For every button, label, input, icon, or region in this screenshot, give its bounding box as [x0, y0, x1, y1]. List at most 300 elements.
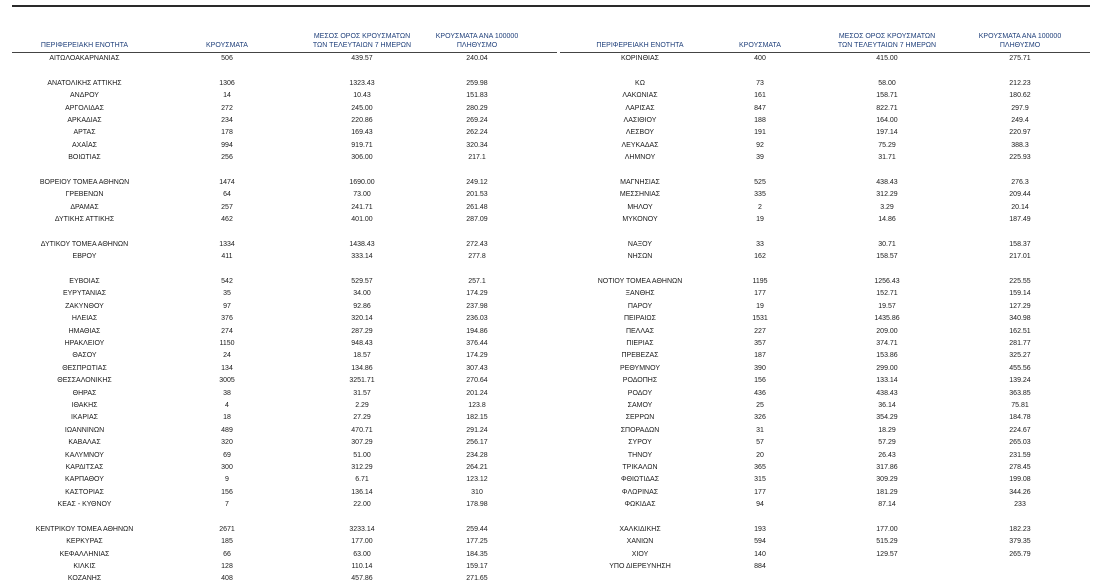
region-cell: ΔΥΤΙΚΗΣ ΑΤΤΙΚΗΣ [54, 216, 115, 224]
cases-cell: 1334 [219, 240, 235, 248]
table-row [12, 363, 557, 375]
table-row [12, 487, 557, 499]
per100k-cell: 291.24 [466, 426, 488, 434]
avg7-cell: 1323.43 [349, 79, 375, 87]
header-per100k: ΚΡΟΥΣΜΑΤΑ ΑΝΑ 100000 ΠΛΗΘΥΣΜΟ [978, 33, 1062, 49]
cases-cell: 24 [223, 352, 231, 360]
avg7-cell: 197.14 [876, 129, 898, 137]
region-cell: ΛΕΣΒΟΥ [625, 129, 655, 137]
avg7-cell: 57.29 [878, 439, 896, 447]
cases-cell: 94 [756, 501, 764, 509]
table-row [560, 487, 1090, 499]
cases-cell: 3005 [219, 377, 235, 385]
avg7-cell: 164.00 [876, 116, 898, 124]
cases-cell: 161 [754, 92, 766, 100]
table-row [12, 239, 557, 251]
cases-cell: 156 [221, 488, 233, 496]
cases-cell: 134 [221, 364, 233, 372]
region-cell: ΣΠΟΡΑΔΩΝ [620, 426, 660, 434]
per100k-cell: 265.03 [1009, 439, 1031, 447]
table-row [560, 288, 1090, 300]
avg7-cell: 1256.43 [874, 278, 900, 286]
per100k-cell: 177.25 [466, 538, 488, 546]
table-row [560, 561, 1090, 573]
table-row [12, 450, 557, 462]
cases-cell: 326 [754, 414, 766, 422]
region-cell: ΠΙΕΡΙΑΣ [626, 339, 654, 347]
top-rule [12, 5, 1090, 7]
table-row [560, 103, 1090, 115]
region-cell: ΗΜΑΘΙΑΣ [68, 327, 101, 335]
header-per100k: ΚΡΟΥΣΜΑΤΑ ΑΝΑ 100000 ΠΛΗΘΥΣΜΟ [435, 33, 519, 49]
cases-cell: 300 [221, 463, 233, 471]
per100k-cell: 249.4 [1011, 116, 1029, 124]
avg7-cell: 3233.14 [349, 525, 375, 533]
region-cell: ΚΑΡΔΙΤΣΑΣ [65, 463, 104, 471]
cases-cell: 489 [221, 426, 233, 434]
region-cell: ΒΟΡΕΙΟΥ ΤΟΜΕΑ ΑΘΗΝΩΝ [39, 178, 130, 186]
table-row [12, 499, 557, 511]
cases-cell: 19 [756, 216, 764, 224]
per100k-cell: 310 [471, 488, 483, 496]
region-cell: ΝΗΣΩΝ [627, 253, 653, 261]
per100k-cell: 376.44 [466, 339, 488, 347]
per100k-cell: 344.26 [1009, 488, 1031, 496]
table-row [12, 412, 557, 424]
spacer-row [560, 511, 1090, 523]
per100k-cell: 276.3 [1011, 178, 1029, 186]
avg7-cell: 92.86 [353, 302, 371, 310]
per100k-cell: 455.56 [1009, 364, 1031, 372]
region-cell: ΝΑΞΟΥ [627, 240, 653, 248]
avg7-cell: 245.00 [351, 104, 373, 112]
region-cell: ΚΟΖΑΝΗΣ [67, 575, 102, 583]
avg7-cell: 438.43 [876, 178, 898, 186]
avg7-cell: 133.14 [876, 377, 898, 385]
cases-cell: 525 [754, 178, 766, 186]
per100k-cell: 180.62 [1009, 92, 1031, 100]
per100k-cell: 201.53 [466, 191, 488, 199]
table-row [12, 53, 557, 65]
region-cell: ΘΕΣΣΑΛΟΝΙΚΗΣ [57, 377, 112, 385]
avg7-cell: 312.29 [351, 463, 373, 471]
region-cell: ΚΩ [635, 79, 645, 87]
table-row [12, 375, 557, 387]
avg7-cell: 110.14 [351, 563, 373, 571]
table-row [12, 573, 557, 585]
region-cell: ΣΥΡΟΥ [628, 439, 652, 447]
region-cell: ΑΧΑΪΑΣ [72, 141, 97, 149]
per100k-cell: 139.24 [1009, 377, 1031, 385]
header-region: ΠΕΡΙΦΕΡΕΙΑΚΗ ΕΝΟΤΗΤΑ [40, 42, 129, 49]
table-row [560, 462, 1090, 474]
table-row [560, 90, 1090, 102]
table-row [560, 524, 1090, 536]
avg7-cell: 1690.00 [349, 178, 375, 186]
table-row [12, 202, 557, 214]
per100k-cell: 184.35 [466, 550, 488, 558]
per100k-cell: 270.64 [466, 377, 488, 385]
cases-cell: 1474 [219, 178, 235, 186]
region-cell: ΡΟΔΟΠΗΣ [622, 377, 658, 385]
cases-cell: 411 [221, 253, 233, 261]
avg7-cell: 3251.71 [349, 377, 375, 385]
table-row [12, 536, 557, 548]
per100k-cell: 264.21 [466, 463, 488, 471]
cases-cell: 162 [754, 253, 766, 261]
cases-cell: 69 [223, 451, 231, 459]
avg7-cell: 529.57 [351, 278, 373, 286]
cases-cell: 400 [754, 55, 766, 62]
per100k-cell: 256.17 [466, 439, 488, 447]
table-row [560, 239, 1090, 251]
cases-cell: 4 [225, 401, 229, 409]
avg7-cell: 18.57 [353, 352, 371, 360]
region-cell: ΣΕΡΡΩΝ [625, 414, 655, 422]
header-avg7: ΜΕΣΟΣ ΟΡΟΣ ΚΡΟΥΣΜΑΤΩΝ ΤΩΝ ΤΕΛΕΥΤΑΙΩΝ 7 ΗΜΕΡΩΝ [312, 33, 412, 49]
cases-cell: 594 [754, 538, 766, 546]
cases-cell: 365 [754, 463, 766, 471]
per100k-cell: 277.8 [468, 253, 486, 261]
table-row [560, 425, 1090, 437]
per100k-cell: 212.23 [1009, 79, 1031, 87]
avg7-cell: 34.00 [353, 290, 371, 298]
avg7-cell: 220.86 [351, 116, 373, 124]
region-cell: ΜΕΣΣΗΝΙΑΣ [619, 191, 661, 199]
avg7-cell: 1435.86 [874, 315, 900, 323]
per100k-cell: 178.98 [466, 501, 488, 509]
region-cell: ΑΡΚΑΔΙΑΣ [67, 116, 102, 124]
avg7-cell: 374.71 [876, 339, 898, 347]
table-left [12, 30, 557, 586]
avg7-cell: 19.57 [878, 302, 896, 310]
per100k-cell: 224.67 [1009, 426, 1031, 434]
avg7-cell: 241.71 [351, 203, 373, 211]
spacer-row [560, 226, 1090, 238]
region-cell: ΞΑΝΘΗΣ [625, 290, 655, 298]
avg7-cell: 354.29 [876, 414, 898, 422]
table-row [12, 549, 557, 561]
avg7-cell: 18.29 [878, 426, 896, 434]
table-row [12, 78, 557, 90]
cases-cell: 1195 [752, 278, 768, 286]
region-cell: ΗΛΕΙΑΣ [71, 315, 98, 323]
region-cell: ΚΑΡΠΑΘΟΥ [65, 476, 104, 484]
table-row [560, 251, 1090, 263]
cases-cell: 462 [221, 216, 233, 224]
table-row [560, 326, 1090, 338]
per100k-cell: 174.29 [466, 352, 488, 360]
per100k-cell: 363.85 [1009, 389, 1031, 397]
header-cases: ΚΡΟΥΣΜΑΤΑ [206, 42, 248, 49]
region-cell: ΔΡΑΜΑΣ [70, 203, 99, 211]
cases-cell: 1150 [219, 339, 235, 347]
per100k-cell: 182.15 [466, 414, 488, 422]
avg7-cell: 27.29 [353, 414, 371, 422]
cases-cell: 73 [756, 79, 764, 87]
per100k-cell: 262.24 [466, 129, 488, 137]
region-cell: ΚΕΡΚΥΡΑΣ [66, 538, 103, 546]
per100k-cell: 209.44 [1009, 191, 1031, 199]
avg7-cell: 415.00 [876, 55, 898, 62]
region-cell: ΜΗΛΟΥ [627, 203, 653, 211]
per100k-cell: 340.98 [1009, 315, 1031, 323]
per100k-cell: 287.09 [466, 216, 488, 224]
per100k-cell: 236.03 [466, 315, 488, 323]
table-row [12, 140, 557, 152]
per100k-cell: 272.43 [466, 240, 488, 248]
table-row [12, 152, 557, 164]
region-cell: ΛΕΥΚΑΔΑΣ [621, 141, 659, 149]
table-row [560, 313, 1090, 325]
cases-cell: 64 [223, 191, 231, 199]
table-row [560, 202, 1090, 214]
table-row [12, 313, 557, 325]
per100k-cell: 320.34 [466, 141, 488, 149]
avg7-cell: 2.29 [355, 401, 369, 409]
table-row [12, 350, 557, 362]
table-row [12, 288, 557, 300]
table-row [560, 388, 1090, 400]
region-cell: ΑΝΔΡΟΥ [70, 92, 99, 100]
region-cell: ΡΕΘΥΜΝΟΥ [619, 364, 660, 372]
avg7-cell: 181.29 [876, 488, 898, 496]
cases-cell: 19 [756, 302, 764, 310]
per100k-cell: 220.97 [1009, 129, 1031, 137]
region-cell: ΤΡΙΚΑΛΩΝ [622, 463, 658, 471]
cases-cell: 1531 [752, 315, 768, 323]
spacer-row [12, 511, 557, 523]
per100k-cell: 194.86 [466, 327, 488, 335]
cases-cell: 357 [754, 339, 766, 347]
per100k-cell: 127.29 [1009, 302, 1031, 310]
cases-cell: 128 [221, 563, 233, 571]
table-right [560, 30, 1090, 573]
avg7-cell: 3.29 [880, 203, 894, 211]
cases-cell: 97 [223, 302, 231, 310]
table-row [12, 251, 557, 263]
region-cell: ΖΑΚΥΝΘΟΥ [65, 302, 104, 310]
avg7-cell: 919.71 [351, 141, 373, 149]
avg7-cell: 312.29 [876, 191, 898, 199]
table-row [12, 326, 557, 338]
cases-cell: 177 [754, 488, 766, 496]
table-row [12, 400, 557, 412]
cases-cell: 376 [221, 315, 233, 323]
per100k-cell: 159.17 [466, 563, 488, 571]
per100k-cell: 388.3 [1011, 141, 1029, 149]
table-row [12, 103, 557, 115]
per100k-cell: 237.98 [466, 302, 488, 310]
table-row [12, 90, 557, 102]
avg7-cell: 438.43 [876, 389, 898, 397]
cases-cell: 193 [754, 525, 766, 533]
per100k-cell: 75.81 [1011, 401, 1029, 409]
region-cell: ΘΑΣΟΥ [72, 352, 97, 360]
region-cell: ΘΕΣΠΡΩΤΙΑΣ [62, 364, 107, 372]
avg7-cell: 31.71 [878, 154, 896, 162]
avg7-cell: 153.86 [876, 352, 898, 360]
region-cell: ΜΥΚΟΝΟΥ [622, 216, 658, 224]
table-row [12, 524, 557, 536]
avg7-cell: 158.71 [876, 92, 898, 100]
region-cell: ΚΑΛΥΜΝΟΥ [65, 451, 104, 459]
avg7-cell: 309.29 [876, 476, 898, 484]
region-cell: ΙΚΑΡΙΑΣ [71, 414, 98, 422]
cases-cell: 1306 [219, 79, 235, 87]
cases-cell: 408 [221, 575, 233, 583]
per100k-cell: 217.01 [1009, 253, 1031, 261]
avg7-cell: 209.00 [876, 327, 898, 335]
avg7-cell: 22.00 [353, 501, 371, 509]
per100k-cell: 233 [1014, 501, 1026, 509]
table-row [12, 276, 557, 288]
table-row [560, 338, 1090, 350]
table-row [12, 561, 557, 573]
table-row [560, 152, 1090, 164]
region-cell: ΛΑΚΩΝΙΑΣ [622, 92, 658, 100]
per100k-cell: 281.77 [1009, 339, 1031, 347]
per100k-cell: 379.35 [1009, 538, 1031, 546]
avg7-cell: 51.00 [353, 451, 371, 459]
region-cell: ΙΩΑΝΝΙΝΩΝ [64, 426, 105, 434]
per100k-cell: 217.1 [468, 154, 486, 162]
cases-cell: 31 [756, 426, 764, 434]
cases-cell: 506 [221, 55, 233, 62]
per100k-cell: 201.24 [466, 389, 488, 397]
cases-cell: 315 [754, 476, 766, 484]
region-cell: ΑΡΓΟΛΙΔΑΣ [65, 104, 104, 112]
region-cell: ΧΑΝΙΩΝ [626, 538, 654, 546]
avg7-cell: 6.71 [355, 476, 369, 484]
region-cell: ΣΑΜΟΥ [627, 401, 653, 409]
avg7-cell: 822.71 [876, 104, 898, 112]
cases-cell: 177 [754, 290, 766, 298]
cases-cell: 9 [225, 476, 229, 484]
cases-cell: 35 [223, 290, 231, 298]
cases-cell: 335 [754, 191, 766, 199]
cases-cell: 390 [754, 364, 766, 372]
avg7-cell: 26.43 [878, 451, 896, 459]
region-cell: ΚΙΛΚΙΣ [73, 563, 96, 571]
table-body [560, 53, 1090, 573]
cases-cell: 92 [756, 141, 764, 149]
table-row [560, 115, 1090, 127]
region-cell: ΜΑΓΝΗΣΙΑΣ [620, 178, 660, 186]
per100k-cell: 234.28 [466, 451, 488, 459]
per100k-cell: 265.79 [1009, 550, 1031, 558]
per100k-cell: 225.93 [1009, 154, 1031, 162]
avg7-cell: 129.57 [876, 550, 898, 558]
avg7-cell: 31.57 [353, 389, 371, 397]
table-row [12, 214, 557, 226]
region-cell: ΙΘΑΚΗΣ [71, 401, 98, 409]
cases-cell: 14 [223, 92, 231, 100]
region-cell: ΝΟΤΙΟΥ ΤΟΜΕΑ ΑΘΗΝΩΝ [597, 278, 683, 286]
region-cell: ΚΕΦΑΛΛΗΝΙΑΣ [59, 550, 110, 558]
per100k-cell: 259.98 [466, 79, 488, 87]
cases-cell: 191 [754, 129, 766, 137]
region-cell: ΕΥΡΥΤΑΝΙΑΣ [62, 290, 107, 298]
avg7-cell: 307.29 [351, 439, 373, 447]
avg7-cell: 134.86 [351, 364, 373, 372]
region-cell: ΦΩΚΙΔΑΣ [624, 501, 656, 509]
avg7-cell: 152.71 [876, 290, 898, 298]
table-row [12, 437, 557, 449]
table-row [12, 189, 557, 201]
spacer-row [12, 264, 557, 276]
avg7-cell: 439.57 [351, 55, 373, 62]
header-cases: ΚΡΟΥΣΜΑΤΑ [739, 42, 781, 49]
per100k-cell: 159.14 [1009, 290, 1031, 298]
avg7-cell: 306.00 [351, 154, 373, 162]
per100k-cell: 162.51 [1009, 327, 1031, 335]
region-cell: ΑΡΤΑΣ [73, 129, 96, 137]
per100k-cell: 231.59 [1009, 451, 1031, 459]
per100k-cell: 297.9 [1011, 104, 1029, 112]
table-row [560, 549, 1090, 561]
avg7-cell: 287.29 [351, 327, 373, 335]
region-cell: ΗΡΑΚΛΕΙΟΥ [64, 339, 105, 347]
region-cell: ΑΙΤΩΛΟΑΚΑΡΝΑΝΙΑΣ [49, 55, 120, 62]
region-cell: ΦΛΩΡΙΝΑΣ [621, 488, 659, 496]
table-row [560, 412, 1090, 424]
table-row [560, 177, 1090, 189]
spacer-row [560, 65, 1090, 77]
cases-cell: 256 [221, 154, 233, 162]
per100k-cell: 307.43 [466, 364, 488, 372]
table-row [12, 127, 557, 139]
table-row [560, 437, 1090, 449]
avg7-cell: 299.00 [876, 364, 898, 372]
region-cell: ΛΗΜΝΟΥ [624, 154, 656, 162]
cases-cell: 20 [756, 451, 764, 459]
table-row [560, 499, 1090, 511]
table-row [12, 115, 557, 127]
per100k-cell: 182.23 [1009, 525, 1031, 533]
region-cell: ΑΝΑΤΟΛΙΚΗΣ ΑΤΤΙΚΗΣ [47, 79, 122, 87]
cases-cell: 66 [223, 550, 231, 558]
region-cell: ΘΗΡΑΣ [72, 389, 97, 397]
avg7-cell: 63.00 [353, 550, 371, 558]
cases-cell: 994 [221, 141, 233, 149]
table-row [560, 450, 1090, 462]
table-row [12, 474, 557, 486]
avg7-cell: 87.14 [878, 501, 896, 509]
region-cell: ΛΑΣΙΘΙΟΥ [623, 116, 657, 124]
region-cell: ΔΥΤΙΚΟΥ ΤΟΜΕΑ ΑΘΗΝΩΝ [40, 240, 129, 248]
cases-cell: 25 [756, 401, 764, 409]
spacer-row [12, 226, 557, 238]
avg7-cell: 948.43 [351, 339, 373, 347]
per100k-cell: 269.24 [466, 116, 488, 124]
table-row [560, 127, 1090, 139]
cases-cell: 884 [754, 563, 766, 571]
table-row [560, 276, 1090, 288]
table-row [560, 189, 1090, 201]
avg7-cell: 14.86 [878, 216, 896, 224]
per100k-cell: 174.29 [466, 290, 488, 298]
avg7-cell: 73.00 [353, 191, 371, 199]
per100k-cell: 257.1 [468, 278, 486, 286]
table-row [12, 338, 557, 350]
region-cell: ΤΗΝΟΥ [627, 451, 653, 459]
avg7-cell: 333.14 [351, 253, 373, 261]
region-cell: ΠΡΕΒΕΖΑΣ [621, 352, 659, 360]
region-cell: ΛΑΡΙΣΑΣ [625, 104, 655, 112]
table-row [560, 78, 1090, 90]
per100k-cell: 240.04 [466, 55, 488, 62]
